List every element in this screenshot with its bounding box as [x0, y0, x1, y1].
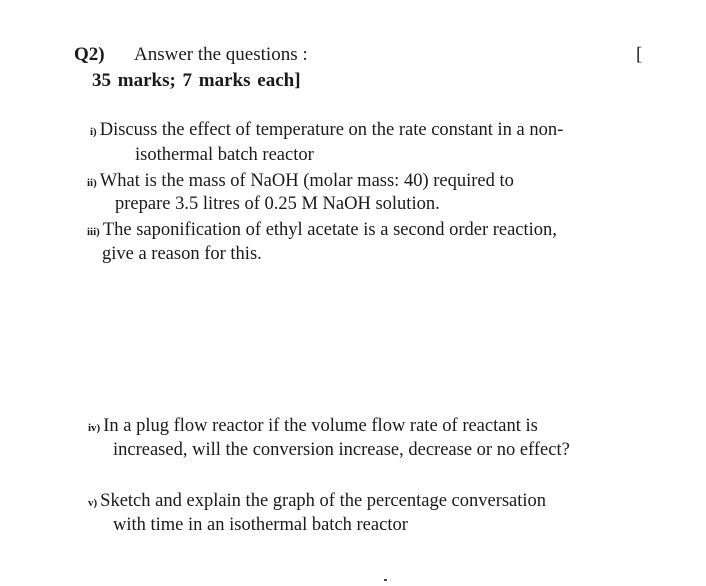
sub-question-iv [88, 414, 538, 441]
question-numeral: iv) [88, 422, 101, 434]
question-numeral: iii) [87, 226, 100, 238]
sub-question-iv-continuation: increased, will the conversion increase, decrease or no effect? [113, 440, 570, 460]
question-text-line1: In a plug flow reactor if the volume flow rate of reactant is [103, 416, 538, 436]
question-text-line1: The saponification of ethyl acetate is a second order reaction, [102, 220, 557, 240]
marks-bracket-open: [ [636, 44, 643, 65]
question-number: Q2) [74, 44, 105, 65]
sub-question-v-continuation: with time in an isothermal batch reactor [113, 515, 408, 535]
sub-question-iii-continuation: give a reason for this. [102, 244, 262, 264]
question-text-line1: Sketch and explain the graph of the percentage conversation [100, 491, 547, 511]
question-numeral: ii) [87, 177, 97, 189]
question-text-line1: What is the mass of NaOH (molar mass: 40) required to [99, 171, 514, 191]
marks-allocation: 35 marks; 7 marks each] [92, 70, 301, 91]
sub-question-i [90, 118, 563, 145]
sub-question-iii [87, 218, 557, 245]
page-speck [384, 579, 387, 581]
question-numeral: v) [88, 497, 98, 509]
sub-question-ii [87, 169, 514, 196]
question-text-line1: Discuss the effect of temperature on the rate constant in a non- [99, 120, 564, 140]
question-numeral: i) [90, 126, 97, 138]
question-instruction: Answer the questions : [134, 44, 308, 65]
sub-question-v [88, 489, 546, 516]
sub-question-i-continuation: isothermal batch reactor [135, 145, 314, 165]
sub-question-ii-continuation: prepare 3.5 litres of 0.25 M NaOH solution. [115, 194, 440, 214]
